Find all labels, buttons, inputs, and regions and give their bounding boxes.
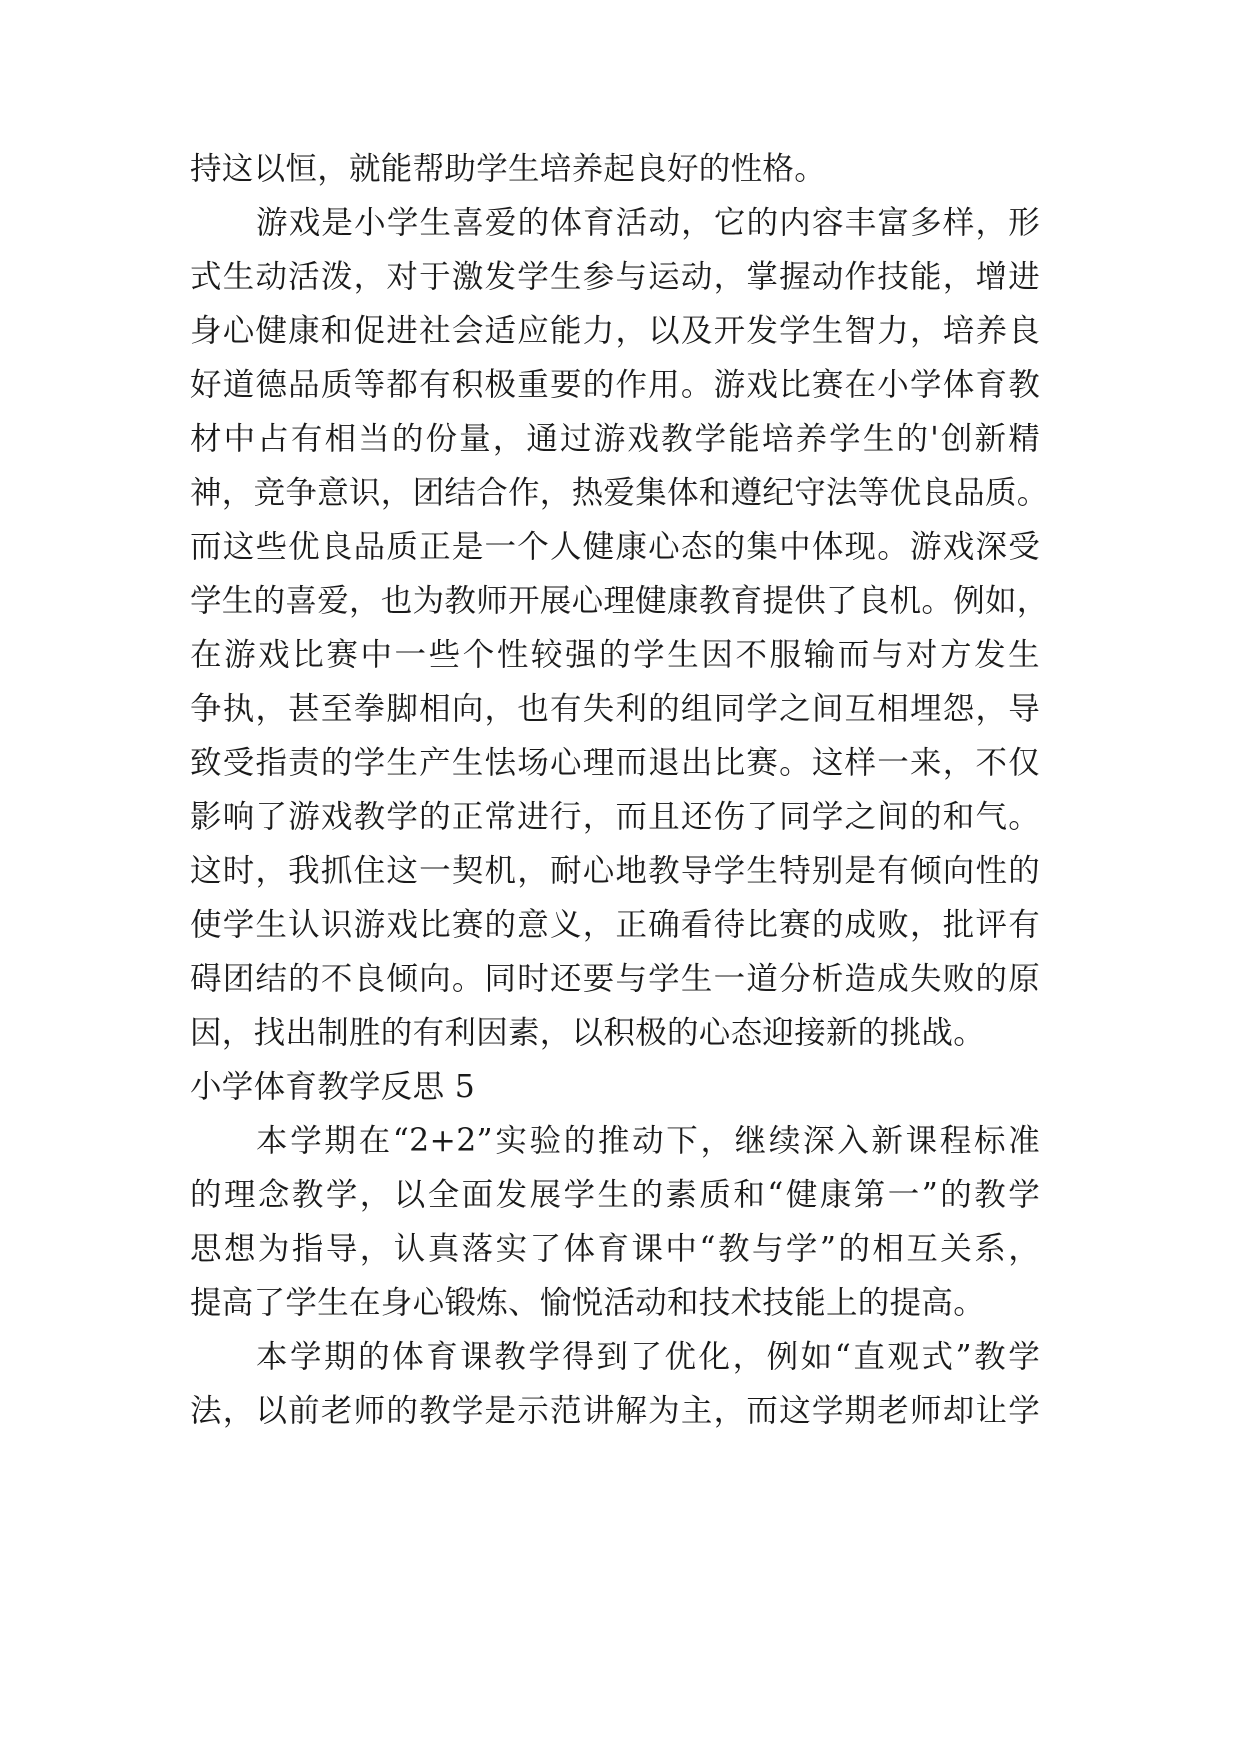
paragraph-line: 而这些优良品质正是一个人健康心态的集中体现。游戏深受: [190, 529, 1040, 565]
paragraph-line: 神，竞争意识，团结合作，热爱集体和遵纪守法等优良品质。: [190, 475, 1049, 511]
paragraph-line: 思想为指导，认真落实了体育课中“教与学”的相互关系，: [190, 1231, 1040, 1267]
paragraph-line: 游戏是小学生喜爱的体育活动，它的内容丰富多样，形: [256, 205, 1040, 241]
paragraph-line: 因，找出制胜的有利因素，以积极的心态迎接新的挑战。: [190, 1015, 986, 1051]
paragraph-line: 使学生认识游戏比赛的意义，正确看待比赛的成败，批评有: [190, 907, 1040, 943]
paragraph-line: 式生动活泼，对于激发学生参与运动，掌握动作技能，增进: [190, 259, 1040, 295]
paragraph-line: 影响了游戏教学的正常进行，而且还伤了同学之间的和气。: [190, 799, 1040, 835]
paragraph-line: 提高了学生在身心锻炼、愉悦活动和技术技能上的提高。: [190, 1285, 986, 1321]
paragraph-line: 这时，我抓住这一契机，耐心地教导学生特别是有倾向性的: [190, 853, 1040, 889]
paragraph-line: 身心健康和促进社会适应能力，以及开发学生智力，培养良: [190, 313, 1040, 349]
paragraph-line: 好道德品质等都有积极重要的作用。游戏比赛在小学体育教: [190, 367, 1040, 403]
paragraph-line: 法，以前老师的教学是示范讲解为主，而这学期老师却让学: [190, 1393, 1040, 1429]
paragraph-line: 学生的喜爱，也为教师开展心理健康教育提供了良机。例如，: [190, 583, 1049, 619]
paragraph-line: 致受指责的学生产生怯场心理而退出比赛。这样一来，不仅: [190, 745, 1040, 781]
section-heading: 小学体育教学反思 5: [190, 1069, 476, 1105]
paragraph-line: 碍团结的不良倾向。同时还要与学生一道分析造成失败的原: [190, 961, 1040, 997]
paragraph-line: 争执，甚至拳脚相向，也有失利的组同学之间互相埋怨，导: [190, 691, 1040, 727]
paragraph-line: 的理念教学，以全面发展学生的素质和“健康第一”的教学: [190, 1177, 1040, 1213]
paragraph-line: 本学期在“2+2”实验的推动下，继续深入新课程标准: [256, 1123, 1040, 1159]
paragraph-line: 材中占有相当的份量，通过游戏教学能培养学生的'创新精: [190, 421, 1040, 457]
paragraph-line: 本学期的体育课教学得到了优化，例如“直观式”教学: [256, 1339, 1040, 1375]
paragraph-line: 持这以恒，就能帮助学生培养起良好的性格。: [190, 151, 827, 187]
paragraph-line: 在游戏比赛中一些个性较强的学生因不服输而与对方发生: [190, 637, 1040, 673]
